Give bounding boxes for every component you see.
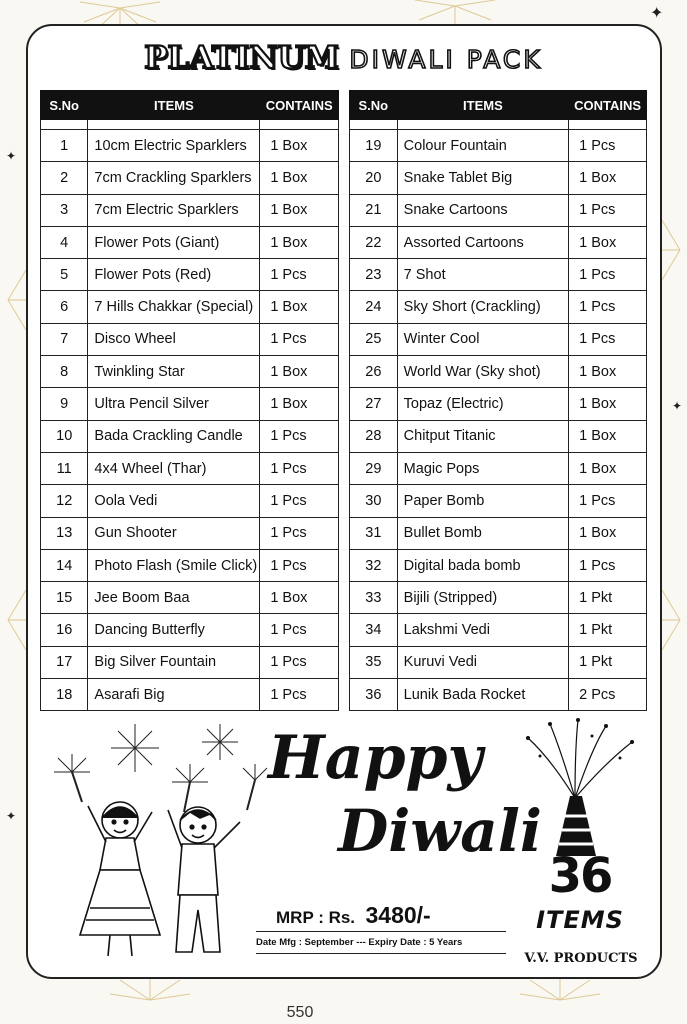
item-quantity: 1 Pcs: [569, 130, 647, 162]
mrp-label: MRP : Rs.: [276, 908, 356, 927]
item-name: Oola Vedi: [88, 485, 260, 517]
item-name: Colour Fountain: [397, 130, 568, 162]
item-name: Chitput Titanic: [397, 420, 568, 452]
item-name: Bijili (Stripped): [397, 582, 568, 614]
item-name: 7cm Electric Sparklers: [88, 194, 260, 226]
item-quantity: 1 Box: [569, 356, 647, 388]
item-quantity: 1 Box: [260, 194, 339, 226]
item-name: Flower Pots (Red): [88, 259, 260, 291]
table-row: [350, 679, 647, 711]
spacer-cell: [41, 120, 88, 130]
item-quantity: 1 Pkt: [569, 646, 647, 678]
row-number: 7: [41, 323, 88, 355]
fountain-cracker-icon: [520, 718, 640, 858]
table-row: [350, 485, 647, 517]
row-number: 10: [41, 420, 88, 452]
table-row: [41, 646, 339, 678]
item-quantity: 1 Box: [569, 226, 647, 258]
item-quantity: 1 Box: [260, 130, 339, 162]
row-number: 4: [41, 226, 88, 258]
row-number: 12: [41, 485, 88, 517]
item-quantity: 2 Pcs: [569, 679, 647, 711]
item-quantity: 1 Box: [260, 226, 339, 258]
greeting-diwali: Diwali: [338, 797, 542, 865]
spacer-cell: [350, 120, 398, 130]
table-row: [350, 356, 647, 388]
row-number: 27: [350, 388, 398, 420]
title-sub: DIWALI PACK: [349, 45, 543, 74]
item-name: Bullet Bomb: [397, 517, 568, 549]
item-quantity: 1 Box: [569, 517, 647, 549]
col-header-items: ITEMS: [397, 91, 568, 120]
divider-bottom: [256, 953, 506, 954]
table-row: [41, 485, 339, 517]
item-quantity: 1 Box: [569, 420, 647, 452]
table-row: [41, 323, 339, 355]
table-row: [350, 388, 647, 420]
page-title: [0, 40, 687, 76]
item-quantity: 1 Pcs: [569, 194, 647, 226]
item-name: Gun Shooter: [88, 517, 260, 549]
items-table-right: [349, 90, 647, 711]
table-row: [41, 130, 339, 162]
row-number: 5: [41, 259, 88, 291]
item-name: 7 Hills Chakkar (Special): [88, 291, 260, 323]
item-name: Disco Wheel: [88, 323, 260, 355]
items-table-left: [40, 90, 339, 711]
item-quantity: 1 Pcs: [569, 323, 647, 355]
row-number: 30: [350, 485, 398, 517]
table-row: [350, 614, 647, 646]
item-quantity: 1 Pcs: [260, 646, 339, 678]
table-row: [350, 162, 647, 194]
item-quantity: 1 Pcs: [260, 485, 339, 517]
item-quantity: 1 Box: [260, 356, 339, 388]
item-quantity: 1 Pcs: [260, 679, 339, 711]
spacer-cell: [260, 120, 339, 130]
table-row: [41, 420, 339, 452]
svg-text:✦: ✦: [650, 5, 664, 22]
table-row: [350, 420, 647, 452]
item-quantity: 1 Pcs: [569, 485, 647, 517]
svg-text:✦: ✦: [6, 809, 17, 823]
item-name: Photo Flash (Smile Click): [88, 549, 260, 581]
item-quantity: 1 Pcs: [260, 517, 339, 549]
item-name: Asarafi Big: [88, 679, 260, 711]
row-number: 21: [350, 194, 398, 226]
row-number: 1: [41, 130, 88, 162]
row-number: 24: [350, 291, 398, 323]
spacer-row: [41, 120, 339, 130]
row-number: 25: [350, 323, 398, 355]
item-name: 10cm Electric Sparklers: [88, 130, 260, 162]
row-number: 23: [350, 259, 398, 291]
spacer-row: [350, 120, 647, 130]
row-number: 3: [41, 194, 88, 226]
col-header-items: ITEMS: [88, 91, 260, 120]
table-row: [350, 646, 647, 678]
item-quantity: 1 Box: [569, 162, 647, 194]
row-number: 29: [350, 452, 398, 484]
item-quantity: 1 Pcs: [569, 259, 647, 291]
row-number: 34: [350, 614, 398, 646]
item-count-number: 36: [548, 848, 612, 904]
item-name: 7 Shot: [397, 259, 568, 291]
item-name: Lakshmi Vedi: [397, 614, 568, 646]
children-illustration: [40, 720, 270, 970]
row-number: 36: [350, 679, 398, 711]
row-number: 2: [41, 162, 88, 194]
spacer-cell: [397, 120, 568, 130]
table-row: [350, 582, 647, 614]
row-number: 22: [350, 226, 398, 258]
item-quantity: 1 Pcs: [260, 614, 339, 646]
item-name: Flower Pots (Giant): [88, 226, 260, 258]
item-name: Jee Boom Baa: [88, 582, 260, 614]
table-row: [350, 517, 647, 549]
row-number: 32: [350, 549, 398, 581]
item-name: Ultra Pencil Silver: [88, 388, 260, 420]
item-name: Topaz (Electric): [397, 388, 568, 420]
table-row: [350, 549, 647, 581]
table-row: [350, 452, 647, 484]
table-row: [350, 291, 647, 323]
item-quantity: 1 Box: [260, 162, 339, 194]
row-number: 8: [41, 356, 88, 388]
table-row: [41, 582, 339, 614]
row-number: 26: [350, 356, 398, 388]
item-name: World War (Sky shot): [397, 356, 568, 388]
row-number: 20: [350, 162, 398, 194]
sparkler-icon: [54, 754, 90, 802]
col-header-contains: CONTAINS: [260, 91, 339, 120]
table-row: [41, 226, 339, 258]
item-name: Sky Short (Crackling): [397, 291, 568, 323]
row-number: 14: [41, 549, 88, 581]
row-number: 15: [41, 582, 88, 614]
col-header-sno: S.No: [41, 91, 88, 120]
table-row: [41, 259, 339, 291]
svg-text:✦: ✦: [6, 149, 17, 163]
item-quantity: 1 Box: [260, 582, 339, 614]
item-name: Winter Cool: [397, 323, 568, 355]
row-number: 16: [41, 614, 88, 646]
table-row: [350, 194, 647, 226]
row-number: 19: [350, 130, 398, 162]
row-number: 6: [41, 291, 88, 323]
item-name: Magic Pops: [397, 452, 568, 484]
table-row: [41, 388, 339, 420]
row-number: 17: [41, 646, 88, 678]
brand-name: V.V. PRODUCTS: [524, 951, 638, 966]
item-name: Paper Bomb: [397, 485, 568, 517]
item-quantity: 1 Pcs: [260, 323, 339, 355]
svg-text:✦: ✦: [672, 399, 683, 413]
row-number: 31: [350, 517, 398, 549]
date-info: Date Mfg : September --- Expiry Date : 5 Years: [256, 937, 463, 948]
item-name: Kuruvi Vedi: [397, 646, 568, 678]
item-name: Lunik Bada Rocket: [397, 679, 568, 711]
greeting-happy: Happy: [268, 723, 483, 793]
table-row: [41, 614, 339, 646]
row-number: 28: [350, 420, 398, 452]
title-main: PLATINUM: [144, 40, 339, 76]
item-quantity: 1 Box: [569, 388, 647, 420]
table-row: [350, 226, 647, 258]
item-quantity: 1 Pkt: [569, 614, 647, 646]
row-number: 9: [41, 388, 88, 420]
table-row: [41, 679, 339, 711]
table-row: [41, 291, 339, 323]
item-quantity: 1 Box: [260, 291, 339, 323]
col-header-contains: CONTAINS: [569, 91, 647, 120]
table-row: [41, 194, 339, 226]
divider-top: [256, 931, 506, 932]
item-name: Snake Cartoons: [397, 194, 568, 226]
item-name: Dancing Butterfly: [88, 614, 260, 646]
page-number: 550: [286, 1004, 314, 1021]
row-number: 18: [41, 679, 88, 711]
table-row: [350, 259, 647, 291]
item-name: Snake Tablet Big: [397, 162, 568, 194]
table-row: [41, 452, 339, 484]
item-quantity: 1 Box: [260, 388, 339, 420]
table-row: [350, 323, 647, 355]
mrp-amount: 3480/-: [365, 902, 431, 928]
row-number: 33: [350, 582, 398, 614]
item-quantity: 1 Pcs: [260, 420, 339, 452]
spacer-cell: [88, 120, 260, 130]
spacer-cell: [569, 120, 647, 130]
item-name: Twinkling Star: [88, 356, 260, 388]
table-row: [41, 162, 339, 194]
item-name: Digital bada bomb: [397, 549, 568, 581]
item-quantity: 1 Pkt: [569, 582, 647, 614]
firework-burst-icon: [111, 724, 159, 772]
col-header-sno: S.No: [350, 91, 398, 120]
item-name: 4x4 Wheel (Thar): [88, 452, 260, 484]
item-quantity: 1 Box: [569, 452, 647, 484]
row-number: 13: [41, 517, 88, 549]
row-number: 11: [41, 452, 88, 484]
row-number: 35: [350, 646, 398, 678]
mrp-price: [276, 902, 431, 929]
table-row: [41, 549, 339, 581]
item-name: 7cm Crackling Sparklers: [88, 162, 260, 194]
item-name: Assorted Cartoons: [397, 226, 568, 258]
item-quantity: 1 Pcs: [569, 291, 647, 323]
item-quantity: 1 Pcs: [260, 549, 339, 581]
item-name: Big Silver Fountain: [88, 646, 260, 678]
item-quantity: 1 Pcs: [260, 259, 339, 291]
table-row: [41, 517, 339, 549]
item-count-label: ITEMS: [536, 906, 624, 934]
item-name: Bada Crackling Candle: [88, 420, 260, 452]
item-quantity: 1 Pcs: [569, 549, 647, 581]
table-row: [350, 130, 647, 162]
item-quantity: 1 Pcs: [260, 452, 339, 484]
table-row: [41, 356, 339, 388]
